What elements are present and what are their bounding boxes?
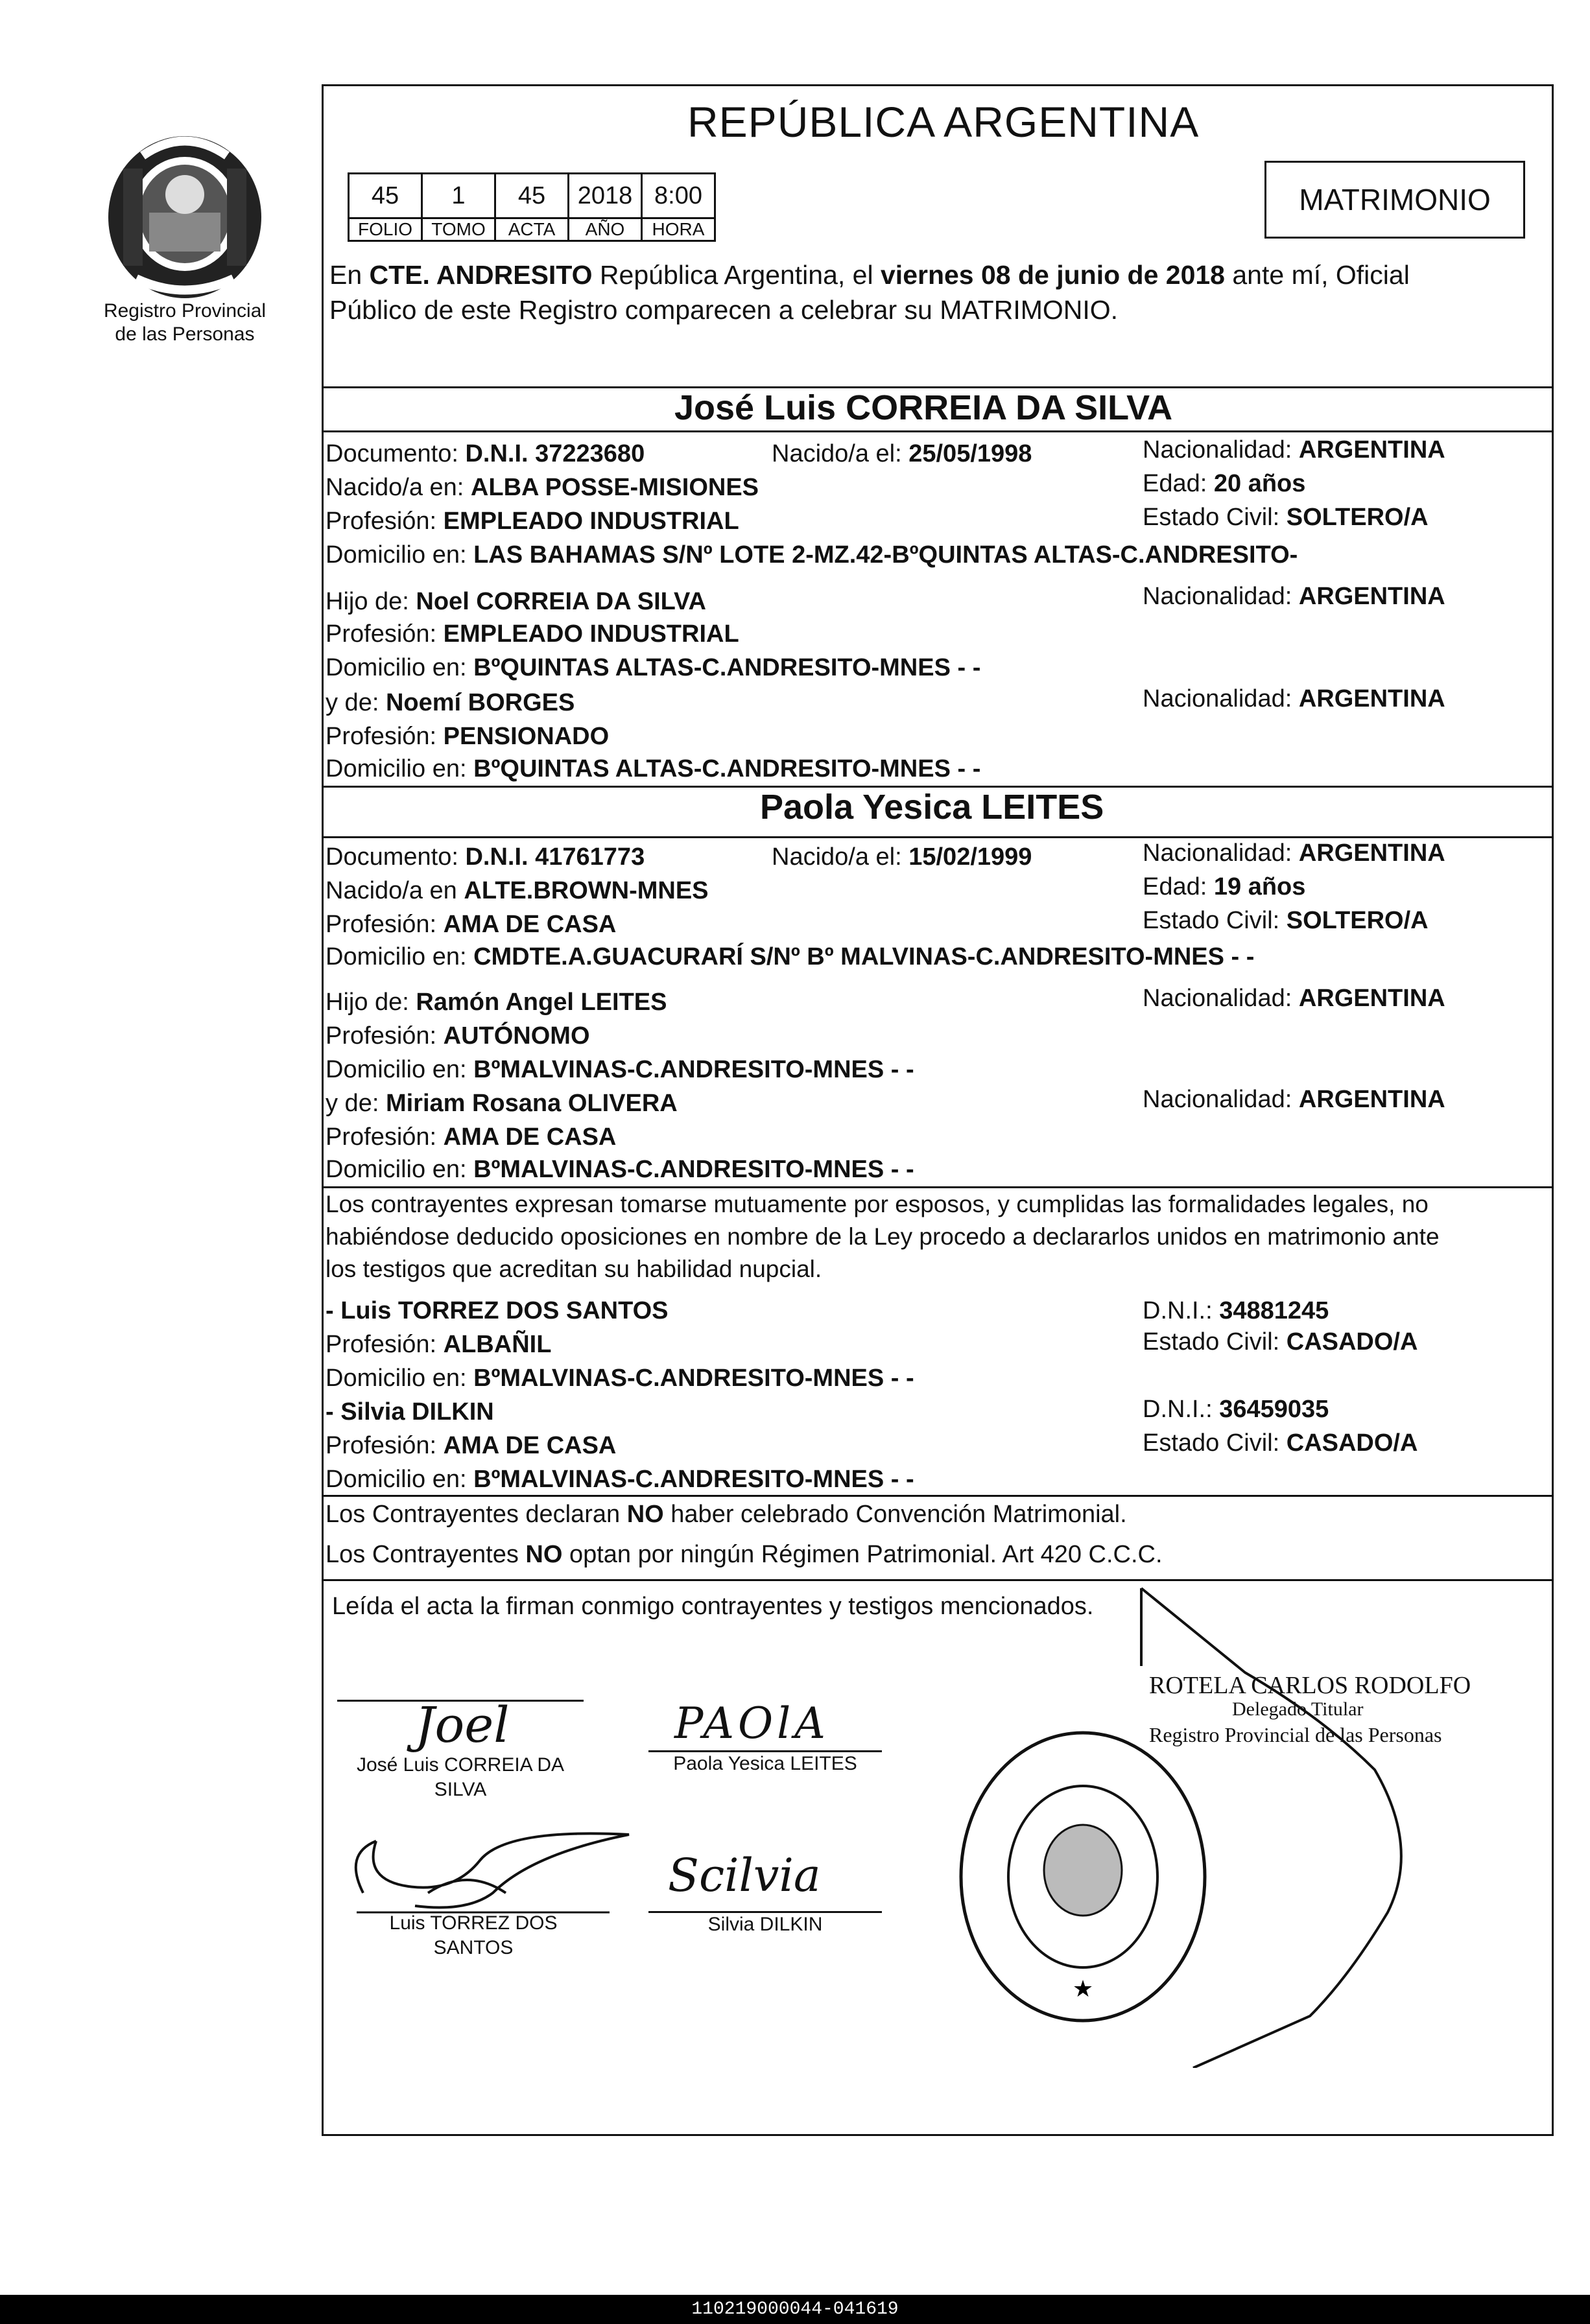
groom-mother-address: Domicilio en: BºQUINTAS ALTAS-C.ANDRESITO-MNES - -: [326, 755, 981, 782]
folio-label: FOLIO: [349, 218, 422, 241]
groom-father-nationality: Nacionalidad: ARGENTINA: [1143, 583, 1445, 610]
witness2-profession: Profesión: AMA DE CASA: [326, 1432, 617, 1459]
bride-father-nationality: Nacionalidad: ARGENTINA: [1143, 985, 1445, 1012]
signature-line: [648, 1911, 882, 1913]
bride-mother-nationality: Nacionalidad: ARGENTINA: [1143, 1086, 1445, 1113]
tomo-value: 1: [422, 174, 495, 218]
witness1-signature-label: Luis TORREZ DOS SANTOS: [389, 1912, 558, 1958]
witness1-address: Domicilio en: BºMALVINAS-C.ANDRESITO-MNES - -: [326, 1365, 914, 1392]
bride-age: Edad: 19 años: [1143, 873, 1306, 900]
registry-seal-icon: [953, 1724, 1213, 2029]
hour-label: HORA: [642, 218, 715, 241]
groom-nationality: Nacionalidad: ARGENTINA: [1143, 436, 1445, 464]
intro-line2: Público de este Registro comparecen a celebrar su MATRIMONIO.: [329, 295, 1119, 325]
act-type-box: MATRIMONIO: [1264, 161, 1525, 239]
groom-address: Domicilio en: LAS BAHAMAS S/Nº LOTE 2-MZ.42-BºQUINTAS ALTAS-C.ANDRESITO-: [326, 541, 1298, 569]
declaration-line3: los testigos que acreditan su habilidad nupcial.: [326, 1256, 822, 1282]
groom-mother-profession: Profesión: PENSIONADO: [326, 723, 610, 750]
regime-line2: Los Contrayentes NO optan por ningún Régimen Patrimonial. Art 420 C.C.C.: [326, 1541, 1163, 1568]
groom-birth-date: Nacido/a el: 25/05/1998: [772, 440, 1032, 467]
witness2-signature: Scilvia: [668, 1849, 821, 1902]
year-value: 2018: [569, 174, 642, 218]
tomo-label: TOMO: [422, 218, 495, 241]
groom-father-address: Domicilio en: BºQUINTAS ALTAS-C.ANDRESITO-MNES - -: [326, 654, 981, 681]
officer-org-stamp: Registro Provincial de las Personas: [1149, 1723, 1442, 1746]
groom-father: Hijo de: Noel CORREIA DA SILVA: [326, 588, 706, 615]
bride-document: Documento: D.N.I. 41761773: [326, 843, 645, 871]
groom-age: Edad: 20 años: [1143, 470, 1306, 497]
groom-civil-status: Estado Civil: SOLTERO/A: [1143, 504, 1429, 531]
witness1-name: - Luis TORREZ DOS SANTOS: [326, 1297, 669, 1324]
logo-caption-line2: de las Personas: [115, 323, 255, 345]
witness2-name: - Silvia DILKIN: [326, 1398, 494, 1426]
bride-birth-place: Nacido/a en ALTE.BROWN-MNES: [326, 877, 709, 904]
groom-birth-place: Nacido/a en: ALBA POSSE-MISIONES: [326, 474, 759, 501]
witness1-signature: [337, 1815, 648, 1925]
record-table: [348, 172, 716, 242]
bride-mother-profession: Profesión: AMA DE CASA: [326, 1123, 617, 1151]
divider: [322, 430, 1554, 432]
bride-profession: Profesión: AMA DE CASA: [326, 911, 617, 938]
divider: [322, 1495, 1554, 1497]
bride-signature-label: Paola Yesica LEITES: [673, 1753, 857, 1774]
groom-name-heading: José Luis CORREIA DA SILVA: [674, 388, 1173, 427]
acta-value: 45: [495, 174, 569, 218]
bride-mother: y de: Miriam Rosana OLIVERA: [326, 1090, 678, 1117]
declaration-line1: Los contrayentes expresan tomarse mutuamente por esposos, y cumplidas las formalidades legales, no: [326, 1191, 1429, 1217]
officer-role-stamp: Delegado Titular: [1232, 1698, 1364, 1720]
bride-father-address: Domicilio en: BºMALVINAS-C.ANDRESITO-MNES - -: [326, 1056, 914, 1083]
bride-birth-date: Nacido/a el: 15/02/1999: [772, 843, 1032, 871]
groom-mother-nationality: Nacionalidad: ARGENTINA: [1143, 685, 1445, 712]
folio-value: 45: [349, 174, 422, 218]
regime-line1: Los Contrayentes declaran NO haber celebrado Convención Matrimonial.: [326, 1501, 1127, 1528]
groom-father-profession: Profesión: EMPLEADO INDUSTRIAL: [326, 620, 739, 648]
bride-name-heading: Paola Yesica LEITES: [760, 788, 1104, 827]
intro-place: CTE. ANDRESITO: [369, 260, 593, 290]
bride-father: Hijo de: Ramón Angel LEITES: [326, 989, 667, 1016]
document-barcode: 110219000044-041619: [0, 2295, 1590, 2324]
witness1-civil-status: Estado Civil: CASADO/A: [1143, 1328, 1418, 1356]
groom-mother: y de: Noemí BORGES: [326, 689, 575, 716]
declaration-line2: habiéndose deducido oposiciones en nombre de la Ley procedo a declararlos unidos en matrimonio ante: [326, 1223, 1440, 1250]
bride-signature: PAOlA: [674, 1698, 829, 1748]
year-label: AÑO: [569, 218, 642, 241]
witness2-signature-label: Silvia DILKIN: [707, 1914, 823, 1935]
bride-nationality: Nacionalidad: ARGENTINA: [1143, 839, 1445, 867]
bride-mother-address: Domicilio en: BºMALVINAS-C.ANDRESITO-MNES - -: [326, 1156, 914, 1183]
groom-signature-label: José Luis CORREIA DA SILVA: [356, 1754, 565, 1800]
witness2-dni: D.N.I.: 36459035: [1143, 1396, 1329, 1423]
groom-signature: Joel: [415, 1696, 510, 1754]
signature-line: [648, 1750, 882, 1752]
officer-name-stamp: ROTELA CARLOS RODOLFO: [1149, 1672, 1471, 1699]
witness1-dni: D.N.I.: 34881245: [1143, 1297, 1329, 1324]
groom-document: Documento: D.N.I. 37223680: [326, 440, 645, 467]
divider: [322, 1186, 1554, 1188]
bride-father-profession: Profesión: AUTÓNOMO: [326, 1022, 590, 1050]
witness2-address: Domicilio en: BºMALVINAS-C.ANDRESITO-MNES - -: [326, 1466, 914, 1493]
hour-value: 8:00: [642, 174, 715, 218]
divider: [322, 836, 1554, 838]
witness2-civil-status: Estado Civil: CASADO/A: [1143, 1429, 1418, 1457]
groom-profession: Profesión: EMPLEADO INDUSTRIAL: [326, 508, 739, 535]
logo-caption-line1: Registro Provincial: [103, 300, 267, 322]
closing-text: Leída el acta la firman conmigo contrayentes y testigos mencionados.: [332, 1593, 1094, 1620]
intro-line1: En CTE. ANDRESITO República Argentina, el viernes 08 de junio de 2018 ante mí, Oficial: [329, 260, 1410, 290]
witness1-profession: Profesión: ALBAÑIL: [326, 1331, 552, 1358]
document-title: REPÚBLICA ARGENTINA: [687, 98, 1200, 146]
bride-address: Domicilio en: CMDTE.A.GUACURARÍ S/Nº Bº MALVINAS-C.ANDRESITO-MNES - -: [326, 943, 1255, 970]
svg-text:★: ★: [1072, 1976, 1094, 2002]
intro-date: viernes 08 de junio de 2018: [881, 260, 1225, 290]
province-seal-icon: [97, 130, 272, 305]
bride-civil-status: Estado Civil: SOLTERO/A: [1143, 907, 1429, 934]
acta-label: ACTA: [495, 218, 569, 241]
